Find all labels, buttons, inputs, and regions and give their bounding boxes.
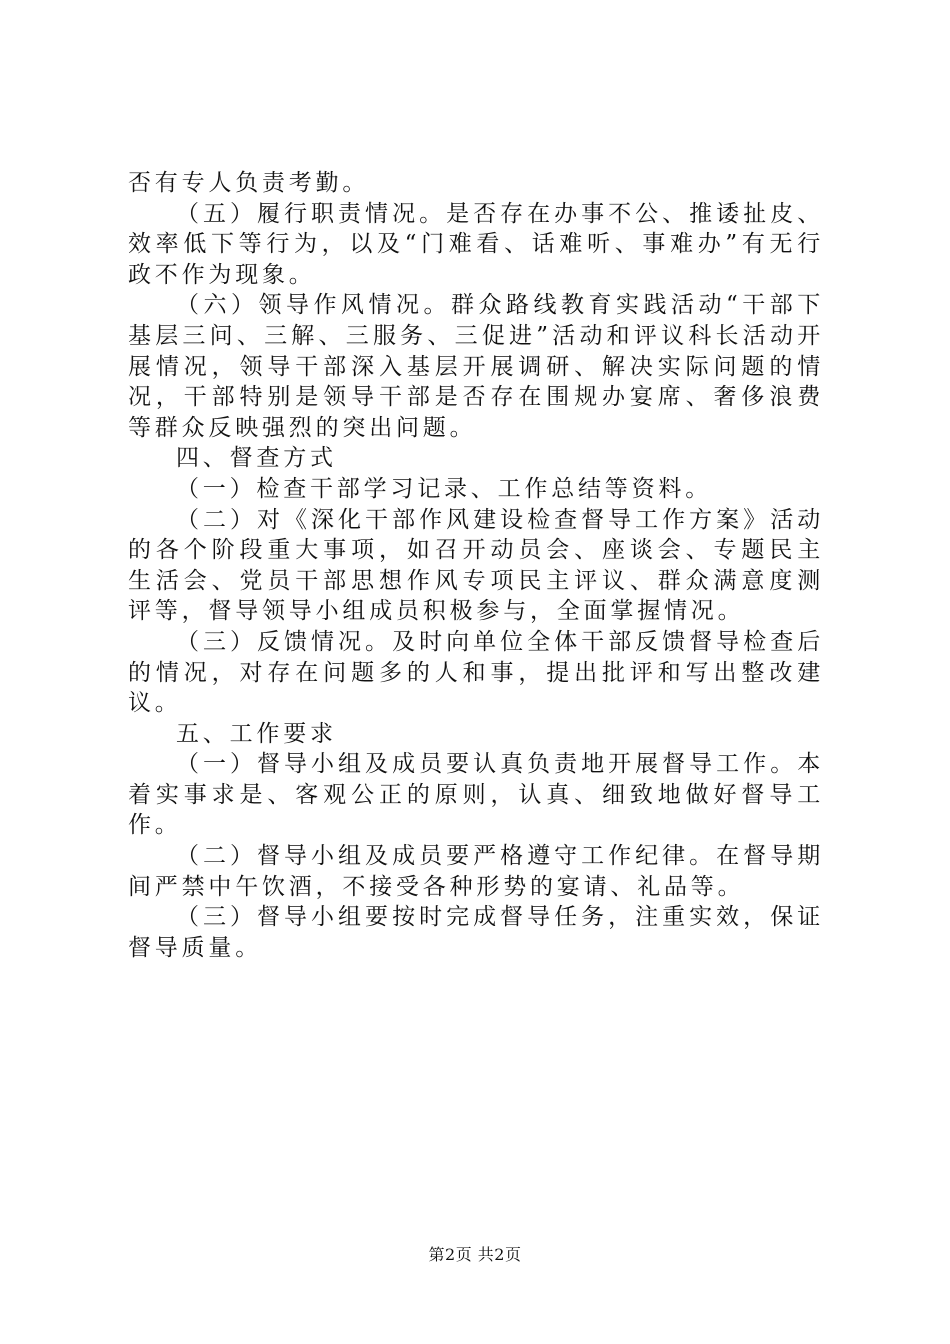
page-number: 第2页 共2页 [428, 1245, 522, 1264]
page-footer [0, 1242, 950, 1265]
document-body [128, 168, 824, 963]
paragraph-11: （三）督导小组要按时完成督导任务，注重实效，保证督导质量。 [128, 904, 824, 961]
paragraph-10: （二）督导小组及成员要严格遵守工作纪律。在督导期间严禁中午饮酒，不接受各种形势的宴请、礼品等。 [128, 843, 824, 900]
section-heading-5: 五、工作要求 [176, 720, 337, 747]
paragraph-5: （一）检查干部学习记录、工作总结等资料。 [176, 475, 712, 502]
paragraph-3: （六）领导作风情况。群众路线教育实践活动“干部下基层三问、三解、三服务、三促进”活动和评议科长活动开展情况，领导干部深入基层开展调研、解决实际问题的情况，干部特别是领导干部是否存在围规办宴席、奢侈浪费等群众反映强烈的突出问题。 [128, 292, 824, 441]
paragraph-6: （二）对《深化干部作风建设检查督导工作方案》活动的各个阶段重大事项，如召开动员会、座谈会、专题民主生活会、党员干部思想作风专项民主评议、群众满意度测评等，督导领导小组成员积极参与，全面掌握情况。 [128, 506, 824, 625]
paragraph-9: （一）督导小组及成员要认真负责地开展督导工作。本着实事求是、客观公正的原则，认真、细致地做好督导工作。 [128, 751, 824, 839]
section-heading-4: 四、督查方式 [176, 445, 337, 472]
paragraph-1: 否有专人负责考勤。 [128, 170, 370, 196]
paragraph-7: （三）反馈情况。及时向单位全体干部反馈督导检查后的情况，对存在问题多的人和事，提出批评和写出整改建议。 [128, 628, 824, 717]
paragraph-2: （五）履行职责情况。是否存在办事不公、推诿扯皮、效率低下等行为，以及“门难看、话难听、事难办”有无行政不作为现象。 [128, 200, 824, 288]
